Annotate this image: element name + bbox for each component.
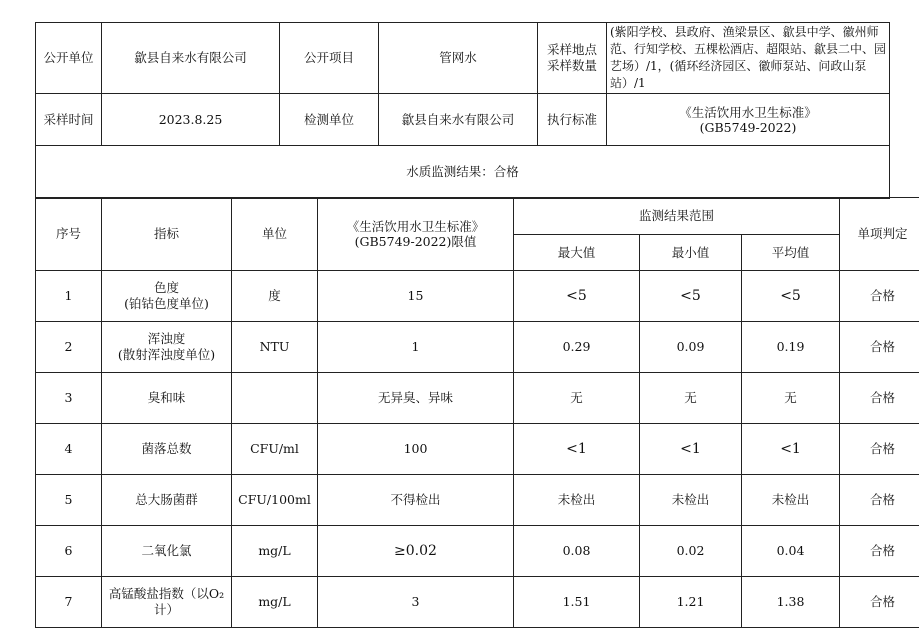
row-unit: mg/L: [232, 577, 318, 628]
col-header-avg: 平均值: [742, 235, 840, 271]
row-index-line1: 浑浊度: [147, 331, 186, 346]
row-limit: 1: [318, 322, 514, 373]
row-max: 0.08: [514, 526, 640, 577]
row-limit: 3: [318, 577, 514, 628]
monitoring-result-line: 水质监测结果：合格: [36, 146, 890, 199]
header-row-3: [36, 146, 890, 199]
row-max: 无: [514, 373, 640, 424]
row-index-line2: 计）: [153, 602, 179, 617]
pub-item-value: 管网水: [379, 23, 538, 94]
table-row: [36, 424, 919, 475]
row-max: 0.29: [514, 322, 640, 373]
row-judgement: 合格: [840, 577, 919, 628]
row-index: 菌落总数: [102, 424, 232, 475]
row-limit: 不得检出: [318, 475, 514, 526]
row-limit: 100: [318, 424, 514, 475]
row-min: 0.09: [640, 322, 742, 373]
row-max: 1.51: [514, 577, 640, 628]
row-judgement: 合格: [840, 373, 919, 424]
pub-unit-label: 公开单位: [36, 23, 102, 94]
row-index: 二氧化氯: [102, 526, 232, 577]
col-header-range: 监测结果范围: [514, 198, 840, 235]
header-row-2: [36, 94, 890, 146]
sampling-time-label: 采样时间: [36, 94, 102, 146]
table-head-row-1: [36, 198, 919, 235]
col-header-unit: 单位: [232, 198, 318, 271]
col-header-index: 指标: [102, 198, 232, 271]
col-header-min: 最小值: [640, 235, 742, 271]
standard-value-line1: 《生活饮用水卫生标准》: [679, 104, 817, 120]
row-index: [102, 577, 232, 628]
col-header-limit-line1: 《生活饮用水卫生标准》: [346, 219, 485, 234]
row-index-line1: 色度: [153, 280, 179, 295]
col-header-judgement: 单项判定: [840, 198, 919, 271]
row-limit: ≥0.02: [318, 526, 514, 577]
row-max: <5: [514, 271, 640, 322]
row-min: 无: [640, 373, 742, 424]
row-limit: 无异臭、异味: [318, 373, 514, 424]
row-unit: CFU/100ml: [232, 475, 318, 526]
standard-value: [607, 94, 890, 146]
row-index: [102, 322, 232, 373]
row-max: <1: [514, 424, 640, 475]
table-row: [36, 322, 919, 373]
table-row: [36, 271, 919, 322]
row-judgement: 合格: [840, 271, 919, 322]
row-avg: 未检出: [742, 475, 840, 526]
test-unit-value: 歙县自来水有限公司: [379, 94, 538, 146]
col-header-no: 序号: [36, 198, 102, 271]
sampling-site-label-line2: 采样数量: [546, 58, 597, 73]
row-index: 总大肠菌群: [102, 475, 232, 526]
row-avg: 1.38: [742, 577, 840, 628]
row-unit: NTU: [232, 322, 318, 373]
row-avg: 0.04: [742, 526, 840, 577]
row-min: <1: [640, 424, 742, 475]
table-row: [36, 526, 919, 577]
col-header-max: 最大值: [514, 235, 640, 271]
row-no: 1: [36, 271, 102, 322]
row-index-line1: 高锰酸盐指数（以O₂: [108, 586, 225, 601]
row-avg: <1: [742, 424, 840, 475]
row-min: 未检出: [640, 475, 742, 526]
row-no: 2: [36, 322, 102, 373]
row-unit: [232, 373, 318, 424]
row-no: 6: [36, 526, 102, 577]
row-unit: mg/L: [232, 526, 318, 577]
standard-label: 执行标准: [538, 94, 607, 146]
row-max: 未检出: [514, 475, 640, 526]
standard-value-line2: (GB5749-2022): [699, 119, 797, 135]
row-judgement: 合格: [840, 475, 919, 526]
sampling-time-value: 2023.8.25: [102, 94, 280, 146]
row-limit: 15: [318, 271, 514, 322]
pub-item-label: 公开项目: [280, 23, 379, 94]
col-header-limit: [318, 198, 514, 271]
sampling-site-value: (紫阳学校、县政府、渔梁景区、歙县中学、徽州师范、行知学校、五棵松酒店、超限站、歙县二中、园艺场）/1，(循环经济园区、徽师泵站、问政山泵站）/1: [607, 23, 890, 94]
report-header-table: [35, 22, 890, 199]
row-judgement: 合格: [840, 424, 919, 475]
sampling-site-label: [538, 23, 607, 94]
row-index: 臭和味: [102, 373, 232, 424]
table-row: [36, 373, 919, 424]
row-judgement: 合格: [840, 322, 919, 373]
pub-unit-value: 歙县自来水有限公司: [102, 23, 280, 94]
row-min: 0.02: [640, 526, 742, 577]
row-min: 1.21: [640, 577, 742, 628]
table-row: [36, 577, 919, 628]
table-row: [36, 475, 919, 526]
test-unit-label: 检测单位: [280, 94, 379, 146]
row-no: 3: [36, 373, 102, 424]
row-judgement: 合格: [840, 526, 919, 577]
row-avg: 无: [742, 373, 840, 424]
row-no: 5: [36, 475, 102, 526]
row-index: [102, 271, 232, 322]
row-index-line2: (铂钴色度单位): [124, 296, 209, 311]
row-no: 4: [36, 424, 102, 475]
row-unit: CFU/ml: [232, 424, 318, 475]
row-avg: 0.19: [742, 322, 840, 373]
col-header-limit-line2: (GB5749-2022)限值: [354, 234, 477, 249]
row-min: <5: [640, 271, 742, 322]
row-no: 7: [36, 577, 102, 628]
row-unit: 度: [232, 271, 318, 322]
header-row-1: [36, 23, 890, 94]
row-avg: <5: [742, 271, 840, 322]
water-quality-table: [35, 197, 919, 628]
sampling-site-label-line1: 采样地点: [546, 42, 597, 57]
row-index-line2: (散射浑浊度单位): [117, 347, 216, 362]
